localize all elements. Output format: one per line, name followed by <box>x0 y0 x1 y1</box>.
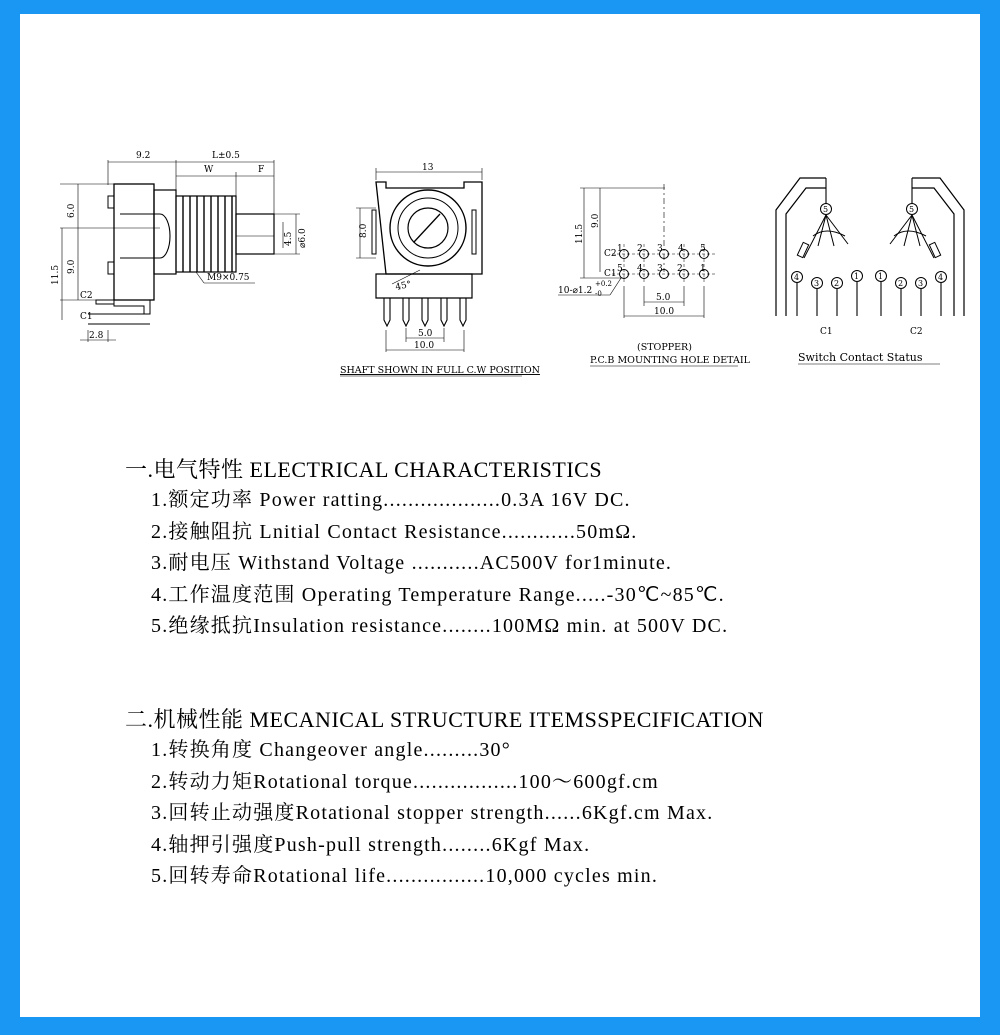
pcb-dim-9-0: 9.0 <box>591 213 601 228</box>
pin-bottom-4: 4 <box>637 264 643 274</box>
dim-phi-6: ⌀6.0 <box>298 228 308 248</box>
electrical-characteristics <box>125 454 728 643</box>
label-c2: C2 <box>80 291 93 301</box>
switch-caption: Switch Contact Status <box>798 351 923 364</box>
c1-label: C1 <box>820 327 833 337</box>
hole-tol-minus: -0 <box>595 290 602 298</box>
pcb-dim-11-5: 11.5 <box>575 223 585 244</box>
pcb-dim-10-0: 10.0 <box>654 307 675 317</box>
c1-pin-2: 2 <box>834 279 840 288</box>
dim-9-2: 9.2 <box>136 151 151 161</box>
dim-l: L±0.5 <box>212 151 240 161</box>
c2-pin-1: 1 <box>878 272 884 281</box>
hole-callout: 10-⌀1.2 <box>558 286 593 296</box>
pin-top-3: 3 <box>657 244 663 254</box>
c2-label: C2 <box>910 327 923 337</box>
dim-13: 13 <box>422 163 434 173</box>
pcb-label-c2: C2 <box>604 249 617 259</box>
pcb-hole-drawing <box>558 184 751 366</box>
electrical-item-5: 5.绝缘抵抗Insulation resistance........100MΩ min. at 500V DC. <box>151 615 729 637</box>
dim-10-0: 10.0 <box>414 341 435 351</box>
mechanical-structure <box>125 704 764 893</box>
pin-bottom-5: 5 <box>617 264 623 274</box>
mechanical-item-4: 4.轴押引强度Push-pull strength........6Kgf Max. <box>151 833 591 856</box>
pin-bottom-1: 1 <box>700 264 706 274</box>
hole-tol-plus: +0.2 <box>595 280 612 288</box>
mechanical-item-1: 1.转换角度 Changeover angle.........30° <box>151 739 511 761</box>
pcb-label-c1: C1 <box>604 269 617 279</box>
c1-pin-4: 4 <box>794 273 800 282</box>
mechanical-item-5: 5.回转寿命Rotational life................10,000 cycles min. <box>151 865 659 887</box>
c2-top-pin: 5 <box>909 205 915 214</box>
electrical-item-1: 1.额定功率 Power ratting...................0.3A 16V DC. <box>151 489 631 511</box>
electrical-item-4: 4.工作温度范围 Operating Temperature Range.....-30℃~85℃. <box>151 583 725 606</box>
stopper-label: (STOPPER) <box>637 342 692 353</box>
dim-8-0: 8.0 <box>359 223 369 238</box>
spec-sheet-panel <box>20 14 980 1017</box>
c2-pin-2: 2 <box>898 279 904 288</box>
electrical-item-3: 3.耐电压 Withstand Voltage ...........AC500V for1minute. <box>151 552 673 574</box>
pin-top-4: 4 <box>678 244 684 254</box>
front-view-drawing <box>340 163 540 376</box>
dim-f: F <box>258 165 265 175</box>
dim-angle: 45° <box>394 279 413 293</box>
c1-pin-1: 1 <box>854 272 860 281</box>
pin-top-5: 5 <box>700 244 706 254</box>
dim-5-0: 5.0 <box>418 329 433 339</box>
pcb-dim-5-0: 5.0 <box>656 293 671 303</box>
c2-pin-3: 3 <box>918 279 924 288</box>
pin-bottom-2: 2 <box>677 264 683 274</box>
c2-pin-4: 4 <box>938 273 944 282</box>
dim-4-5: 4.5 <box>284 231 294 246</box>
mechanical-item-2: 2.转动力矩Rotational torque.................100～600gf.cm <box>151 770 659 793</box>
c1-pin-3: 3 <box>814 279 820 288</box>
dim-2-8: 2.8 <box>89 331 104 341</box>
dim-w: W <box>204 165 214 175</box>
mechanical-title: 二.机械性能 MECANICAL STRUCTURE ITEMSSPECIFICATION <box>125 707 764 732</box>
dim-9-0: 9.0 <box>67 259 77 274</box>
switch-contact-drawing <box>776 178 964 364</box>
dim-m9: M9×0.75 <box>207 273 250 283</box>
electrical-item-2: 2.接触阻抗 Lnitial Contact Resistance............50mΩ. <box>151 520 638 543</box>
front-view-caption: SHAFT SHOWN IN FULL C.W POSITION <box>340 365 540 376</box>
technical-drawings <box>20 14 980 434</box>
pin-top-2: 2 <box>637 244 643 254</box>
dim-11-5: 11.5 <box>51 264 61 285</box>
side-view-drawing <box>51 151 308 342</box>
c1-top-pin: 5 <box>823 205 829 214</box>
electrical-title: 一.电气特性 ELECTRICAL CHARACTERISTICS <box>125 457 603 482</box>
pin-top-1: 1 <box>617 244 623 254</box>
label-c1: C1 <box>80 312 93 322</box>
pcb-caption: P.C.B MOUNTING HOLE DETAIL <box>590 355 750 366</box>
mechanical-item-3: 3.回转止动强度Rotational stopper strength......6Kgf.cm Max. <box>151 802 714 824</box>
pin-bottom-3: 3 <box>657 264 663 274</box>
dim-6-0: 6.0 <box>67 203 77 218</box>
